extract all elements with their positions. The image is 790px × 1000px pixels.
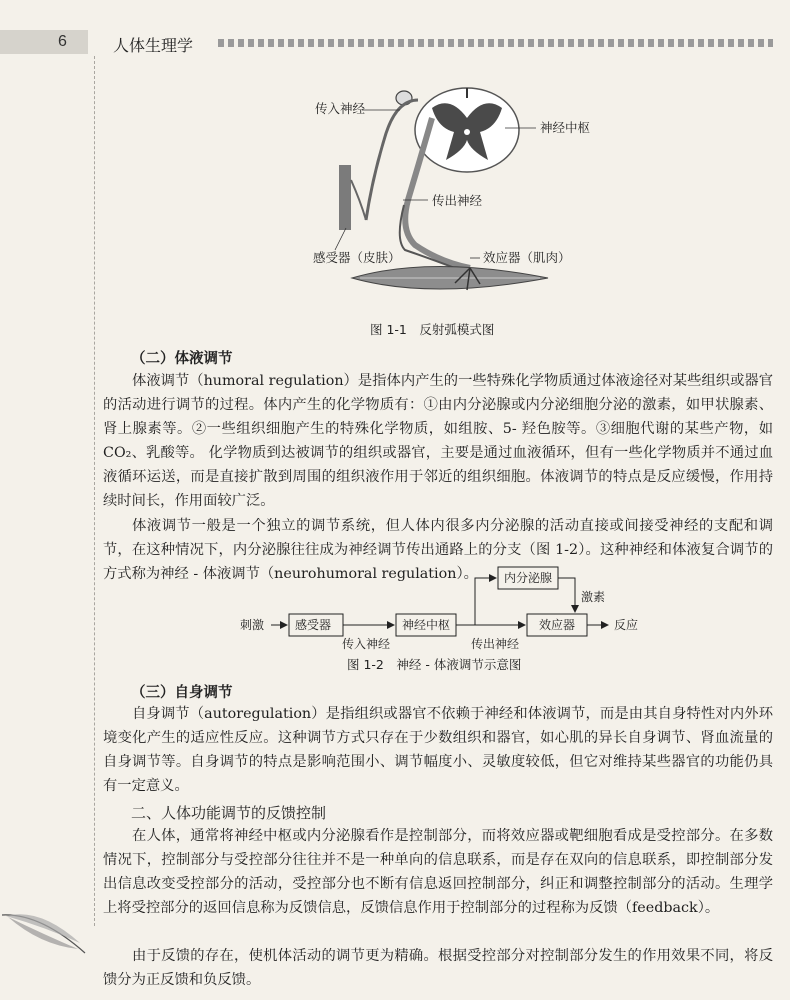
section-heading-autoregulation: （三）自身调节 [131,685,233,701]
arrow-to-endocrine [475,578,496,625]
paragraph-humoral-2: 体液调节一般是一个独立的调节系统，但人体内很多内分泌腺的活动直接或间接受神经的支配和调节，在这种情况下，内分泌腺往往成为神经调节传出通路上的分支（图 1-2）。这种神经和体液复合调节的方式称为神经 - 体液调节（neurohumoral regulation）。 [103,518,773,582]
paragraph-humoral-1: 体液调节（humoral regulation）是指体内产生的一些特殊化学物质通过体液途径对某些组织或器官的活动进行调节的过程。体内产生的化学物质有：①由内分泌腺或内分泌细胞分泌的激素，如甲状腺素、肾上腺素等。②一些组织细胞产生的特殊化学物质，如组胺、5- 羟色胺等。③细胞代谢的某些产物，如 CO₂、乳酸等。 化学物质到达被调节的组织或器官，主要是通过血液循环，但有一些化学物质并不通过血液循环运送，而是直接扩散到周围的组织液作用于邻近的组织细胞。体液调节的特点是反应缓慢，作用持续时间长，作用面较广泛。 [103,373,773,509]
label-receptor: 感受器（皮肤） [313,250,401,265]
diagram-label-response: 反应 [614,618,639,632]
label-efferent-nerve: 传出神经 [432,193,483,208]
diagram-label-efferent: 传出神经 [471,637,520,651]
paragraph-autoregulation: 自身调节（autoregulation）是指组织或器官不依赖于神经和体液调节，而是由其自身特性对内外环境变化产生的适应性反应。这种调节方式只存在于少数组织和器官，如心肌的异长自身调节、肾血流量的自身调节等。自身调节的特点是影响范围小、调节幅度小、灵敏度较低，但它对维持某些器官的功能仍具有一定意义。 [103,706,773,794]
diagram-label-endocrine: 内分泌腺 [504,571,553,585]
label-afferent-nerve: 传入神经 [315,101,366,116]
diagram-label-stimulus: 刺激 [240,618,265,632]
label-effector: 效应器（肌肉） [483,250,571,265]
figure-1-1-caption: 图 1-1 反射弧模式图 [370,322,495,337]
diagram-label-hormone: 激素 [581,590,606,604]
diagram-label-center: 神经中枢 [402,618,451,632]
section-heading-feedback: 二、人体功能调节的反馈控制 [131,804,327,822]
section-heading-humoral: （二）体液调节 [131,351,233,367]
paragraph-feedback-1: 在人体，通常将神经中枢或内分泌腺看作是控制部分，而将效应器或靶细胞看成是受控部分。在多数情况下，控制部分与受控部分往往并不是一种单向的信息联系，而是存在双向的信息联系，即控制部分发出信息改变受控部分的活动，受控部分也不断有信息返回控制部分，纠正和调整控制部分的活动。生理学上将受控部分的返回信息称为反馈信息，反馈信息作用于控制部分的过程称为反馈（feedback）。 [103,828,773,916]
arrow-hormone [558,578,575,612]
diagram-label-effector: 效应器 [539,618,576,632]
label-nerve-center: 神经中枢 [540,120,591,135]
diagram-label-receptor: 感受器 [295,618,332,632]
feather-quill-icon [0,905,100,965]
diagram-label-afferent: 传入神经 [342,637,391,651]
page-number: 6 [58,33,67,50]
paragraph-feedback-2: 由于反馈的存在，使机体活动的调节更为精确。根据受控部分对控制部分发生的作用效果不同，将反馈分为正反馈和负反馈。 [103,948,773,988]
book-title: 人体生理学 [113,36,194,55]
figure-1-2-caption: 图 1-2 神经 - 体液调节示意图 [347,657,522,672]
